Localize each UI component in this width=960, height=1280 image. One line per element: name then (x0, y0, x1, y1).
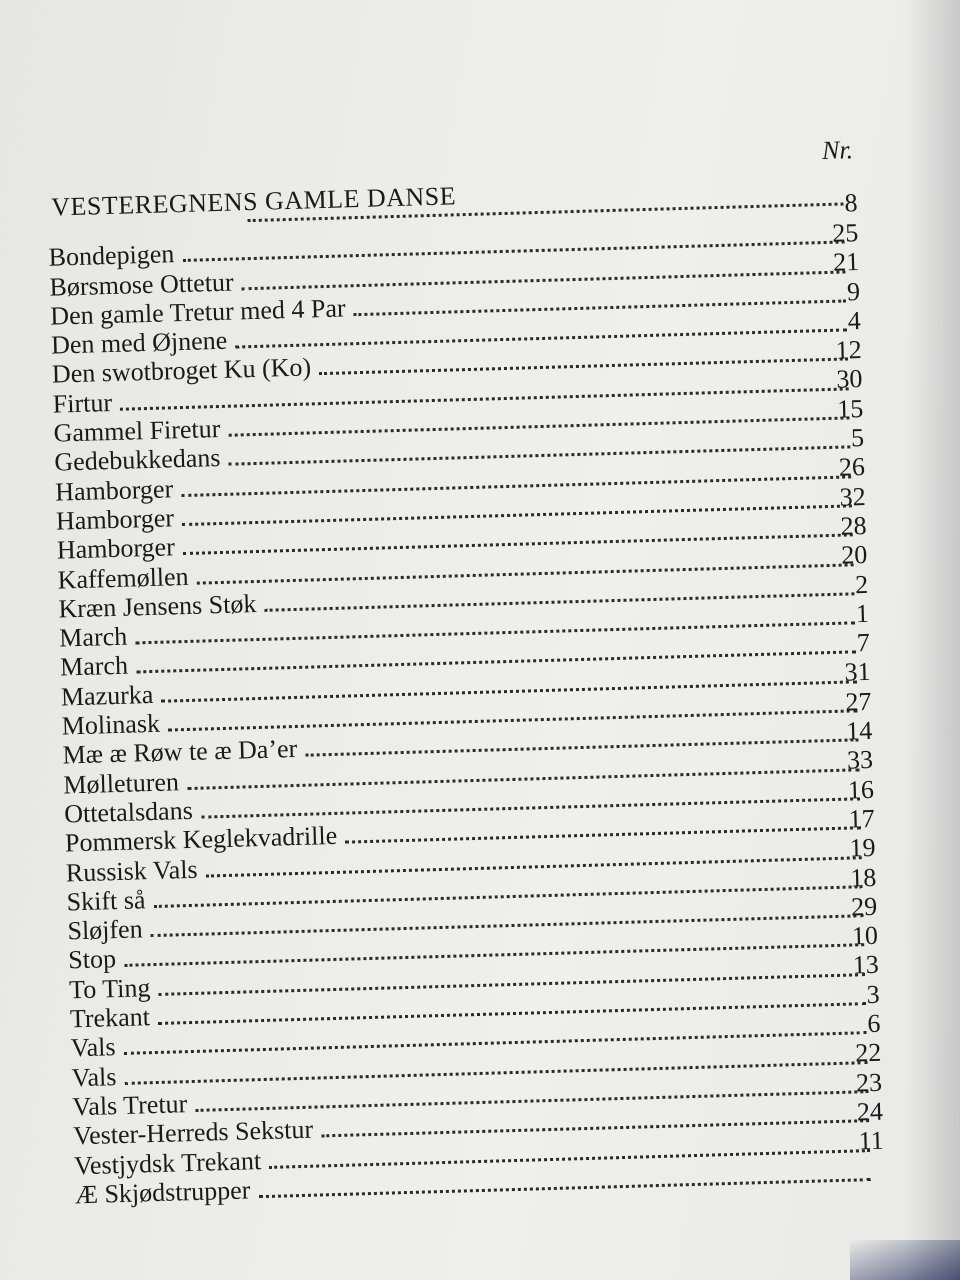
entry-number: 26 (838, 452, 866, 483)
entry-number: 10 (851, 920, 879, 951)
dance-name: Vals (70, 1032, 116, 1063)
entry-number: 29 (850, 891, 878, 922)
entry-number: 11 (858, 1125, 885, 1156)
entry-number: 5 (850, 423, 865, 453)
entry-number: 1 (855, 598, 870, 629)
entry-number: 12 (835, 335, 862, 365)
dance-name: Hamborger (54, 473, 174, 507)
dance-name: Børsmose Ottetur (49, 267, 234, 302)
entry-number: 13 (852, 950, 880, 980)
dance-name: Ottetalsdans (63, 795, 194, 829)
dance-name: Hamborger (56, 532, 176, 565)
dance-name: Æ Skjødstrupper (74, 1175, 251, 1210)
dance-name: Trekant (69, 1002, 151, 1034)
dance-name: To Ting (68, 972, 151, 1005)
entry-number: 18 (849, 862, 877, 893)
entry-number: 20 (840, 540, 868, 570)
dance-name: Pommersk Keglekvadrille (64, 821, 338, 858)
dance-name: Stop (67, 944, 117, 975)
entry-number: 23 (855, 1067, 883, 1098)
entry-number: 30 (836, 364, 863, 395)
entry-number: 14 (845, 715, 873, 746)
entry-number: 4 (847, 305, 862, 336)
dance-name: Firtur (52, 387, 113, 419)
entry-number: 15 (836, 393, 864, 424)
entry-number: 19 (849, 833, 876, 863)
dance-name: Vestjydsk Trekant (73, 1145, 262, 1180)
entry-number: 8 (844, 188, 858, 218)
entry-number: 24 (856, 1096, 884, 1127)
dance-name: Kræn Jensens Støk (58, 588, 257, 624)
entry-number: 33 (846, 745, 874, 775)
dance-name: Gammel Firetur (53, 414, 221, 448)
dance-name: Russisk Vals (65, 854, 198, 887)
entry-number: 21 (832, 247, 860, 278)
entry-number: 32 (839, 481, 867, 512)
entry-number: 6 (866, 1008, 881, 1039)
entry-number: 17 (848, 803, 876, 834)
dance-name: Vester-Herreds Sekstur (72, 1114, 314, 1151)
dance-name: Molinask (61, 708, 161, 741)
entry-number: 22 (854, 1038, 882, 1068)
dance-name: Kaffemøllen (57, 561, 189, 595)
dance-name: March (58, 621, 128, 653)
dance-name: Hamborger (55, 503, 175, 536)
entry-number: 16 (847, 774, 875, 805)
dance-name: Den swotbroget Ku (Ko) (51, 352, 312, 390)
entry-number: 31 (844, 657, 871, 688)
dance-name: Mølleturen (63, 766, 180, 800)
dance-name: Sløjfen (67, 914, 143, 946)
entry-number: 9 (846, 276, 861, 307)
entry-number: 7 (856, 628, 871, 658)
dance-name: Den med Øjnene (50, 325, 228, 360)
entry-number: 2 (854, 569, 869, 599)
entry-number: 28 (840, 510, 867, 541)
entry-number: 25 (831, 218, 859, 248)
dance-name: Den gamle Tretur med 4 Par (49, 293, 346, 331)
dance-name: Mæ æ Røw te æ Da’er (62, 734, 298, 770)
dance-name: March (59, 651, 129, 682)
number-column-header: Nr. (821, 135, 854, 166)
dance-name: Gedebukkedans (54, 443, 221, 477)
dance-name: Mazurka (60, 679, 154, 712)
dance-name: Vals (71, 1061, 117, 1092)
dance-name: Bondepigen (48, 239, 175, 272)
index-title: VESTEREGNENS GAMLE DANSE (50, 181, 457, 222)
entry-number: 3 (866, 979, 880, 1009)
dance-name: Skift så (66, 885, 146, 917)
dance-name: Vals Tretur (72, 1089, 188, 1122)
entry-number: 27 (844, 686, 872, 717)
